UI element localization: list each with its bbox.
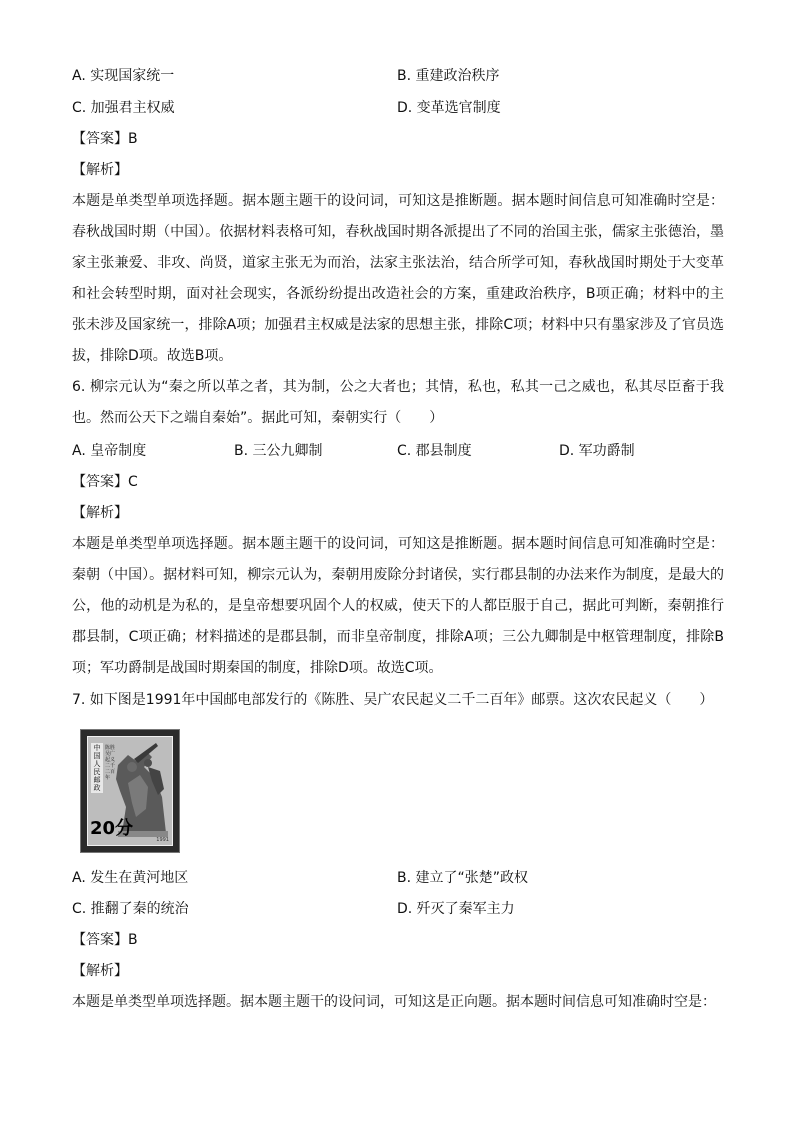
q7-analysis-label: 【解析】 [72,963,128,979]
q7-option-d: D. 歼灭了秦军主力 [397,901,515,917]
q5-option-a: A. 实现国家统一 [72,68,175,84]
q7-analysis-text: 本题是单类型单项选择题。据本题主题干的设问词，可知这是正向题。据本题时间信息可知准确时空是： [72,994,716,1010]
q6-answer: 【答案】C [72,474,138,490]
q5-analysis-text: 本题是单类型单项选择题。据本题主题干的设问词，可知这是推断题。据本题时间信息可知准确时空是：春秋战国时期（中国）。依据材料表格可知，春秋战国时期各派提出了不同的治国主张，儒家主张德治，墨家主张兼爱、非攻、尚贤，道家主张无为而治，法家主张法治，结合所学可知，春秋战国时期处于大变革和社会转型时期，面对社会现实，各派纷纷提出改造社会的方案，重建政治秩序，B项正确；材料中的主张未涉及国家统一，排除A项；加强君主权威是法家的思想主张，排除C项；材料中只有墨家涉及了官员选拔，排除D项。故选B项。 [72,193,724,364]
q7-stem: 7. 如下图是1991年中国邮电部发行的《陈胜、吴广农民起义二千二百年》邮票。这次农民起义（ ） [72,692,714,708]
q7-answer: 【答案】B [72,932,138,948]
stamp-value-text: 20分 [90,818,134,839]
q6-option-b: B. 三公九卿制 [234,443,323,459]
q6-analysis-text: 本题是单类型单项选择题。据本题主题干的设问词，可知这是推断题。据本题时间信息可知准确时空是：秦朝（中国）。据材料可知，柳宗元认为，秦朝用废除分封诸侯，实行郡县制的办法来作为制度，是最大的公，他的动机是为私的，是皇帝想要巩固个人的权威，使天下的人都臣服于自己，据此可判断，秦朝推行郡县制，C项正确；材料描述的是郡县制，而非皇帝制度，排除A项；三公九卿制是中枢管理制度，排除B项；军功爵制是战国时期秦国的制度，排除D项。故选C项。 [72,536,724,676]
q6-stem: 6. 柳宗元认为“秦之所以革之者，其为制，公之大者也；其情，私也，私其一己之威也，私其尽臣畜于我也。然而公天下之端自秦始”。据此可知，秦朝实行（ ） [72,379,724,426]
q6-option-a: A. 皇帝制度 [72,443,147,459]
q5-option-b: B. 重建政治秩序 [397,68,500,84]
q5-analysis-label: 【解析】 [72,162,128,178]
stamp-image [80,729,180,853]
stamp-country-text: 中国人民邮政 [91,743,103,793]
q5-option-c: C. 加强君主权威 [72,100,175,116]
q6-option-d: D. 军功爵制 [559,443,635,459]
q7-option-c: C. 推翻了秦的统治 [72,901,189,917]
stamp-face [87,736,173,846]
q5-answer: 【答案】B [72,131,138,147]
q7-option-a: A. 发生在黄河地区 [72,870,189,886]
stamp-title-text: 陈胜吴广起义二千二百年 [105,745,116,781]
q6-option-c: C. 郡县制度 [397,443,472,459]
q6-analysis-label: 【解析】 [72,505,128,521]
stamp-year-text: 1991 [156,837,169,843]
q7-option-b: B. 建立了“张楚”政权 [397,870,529,886]
q5-option-d: D. 变革选官制度 [397,100,501,116]
